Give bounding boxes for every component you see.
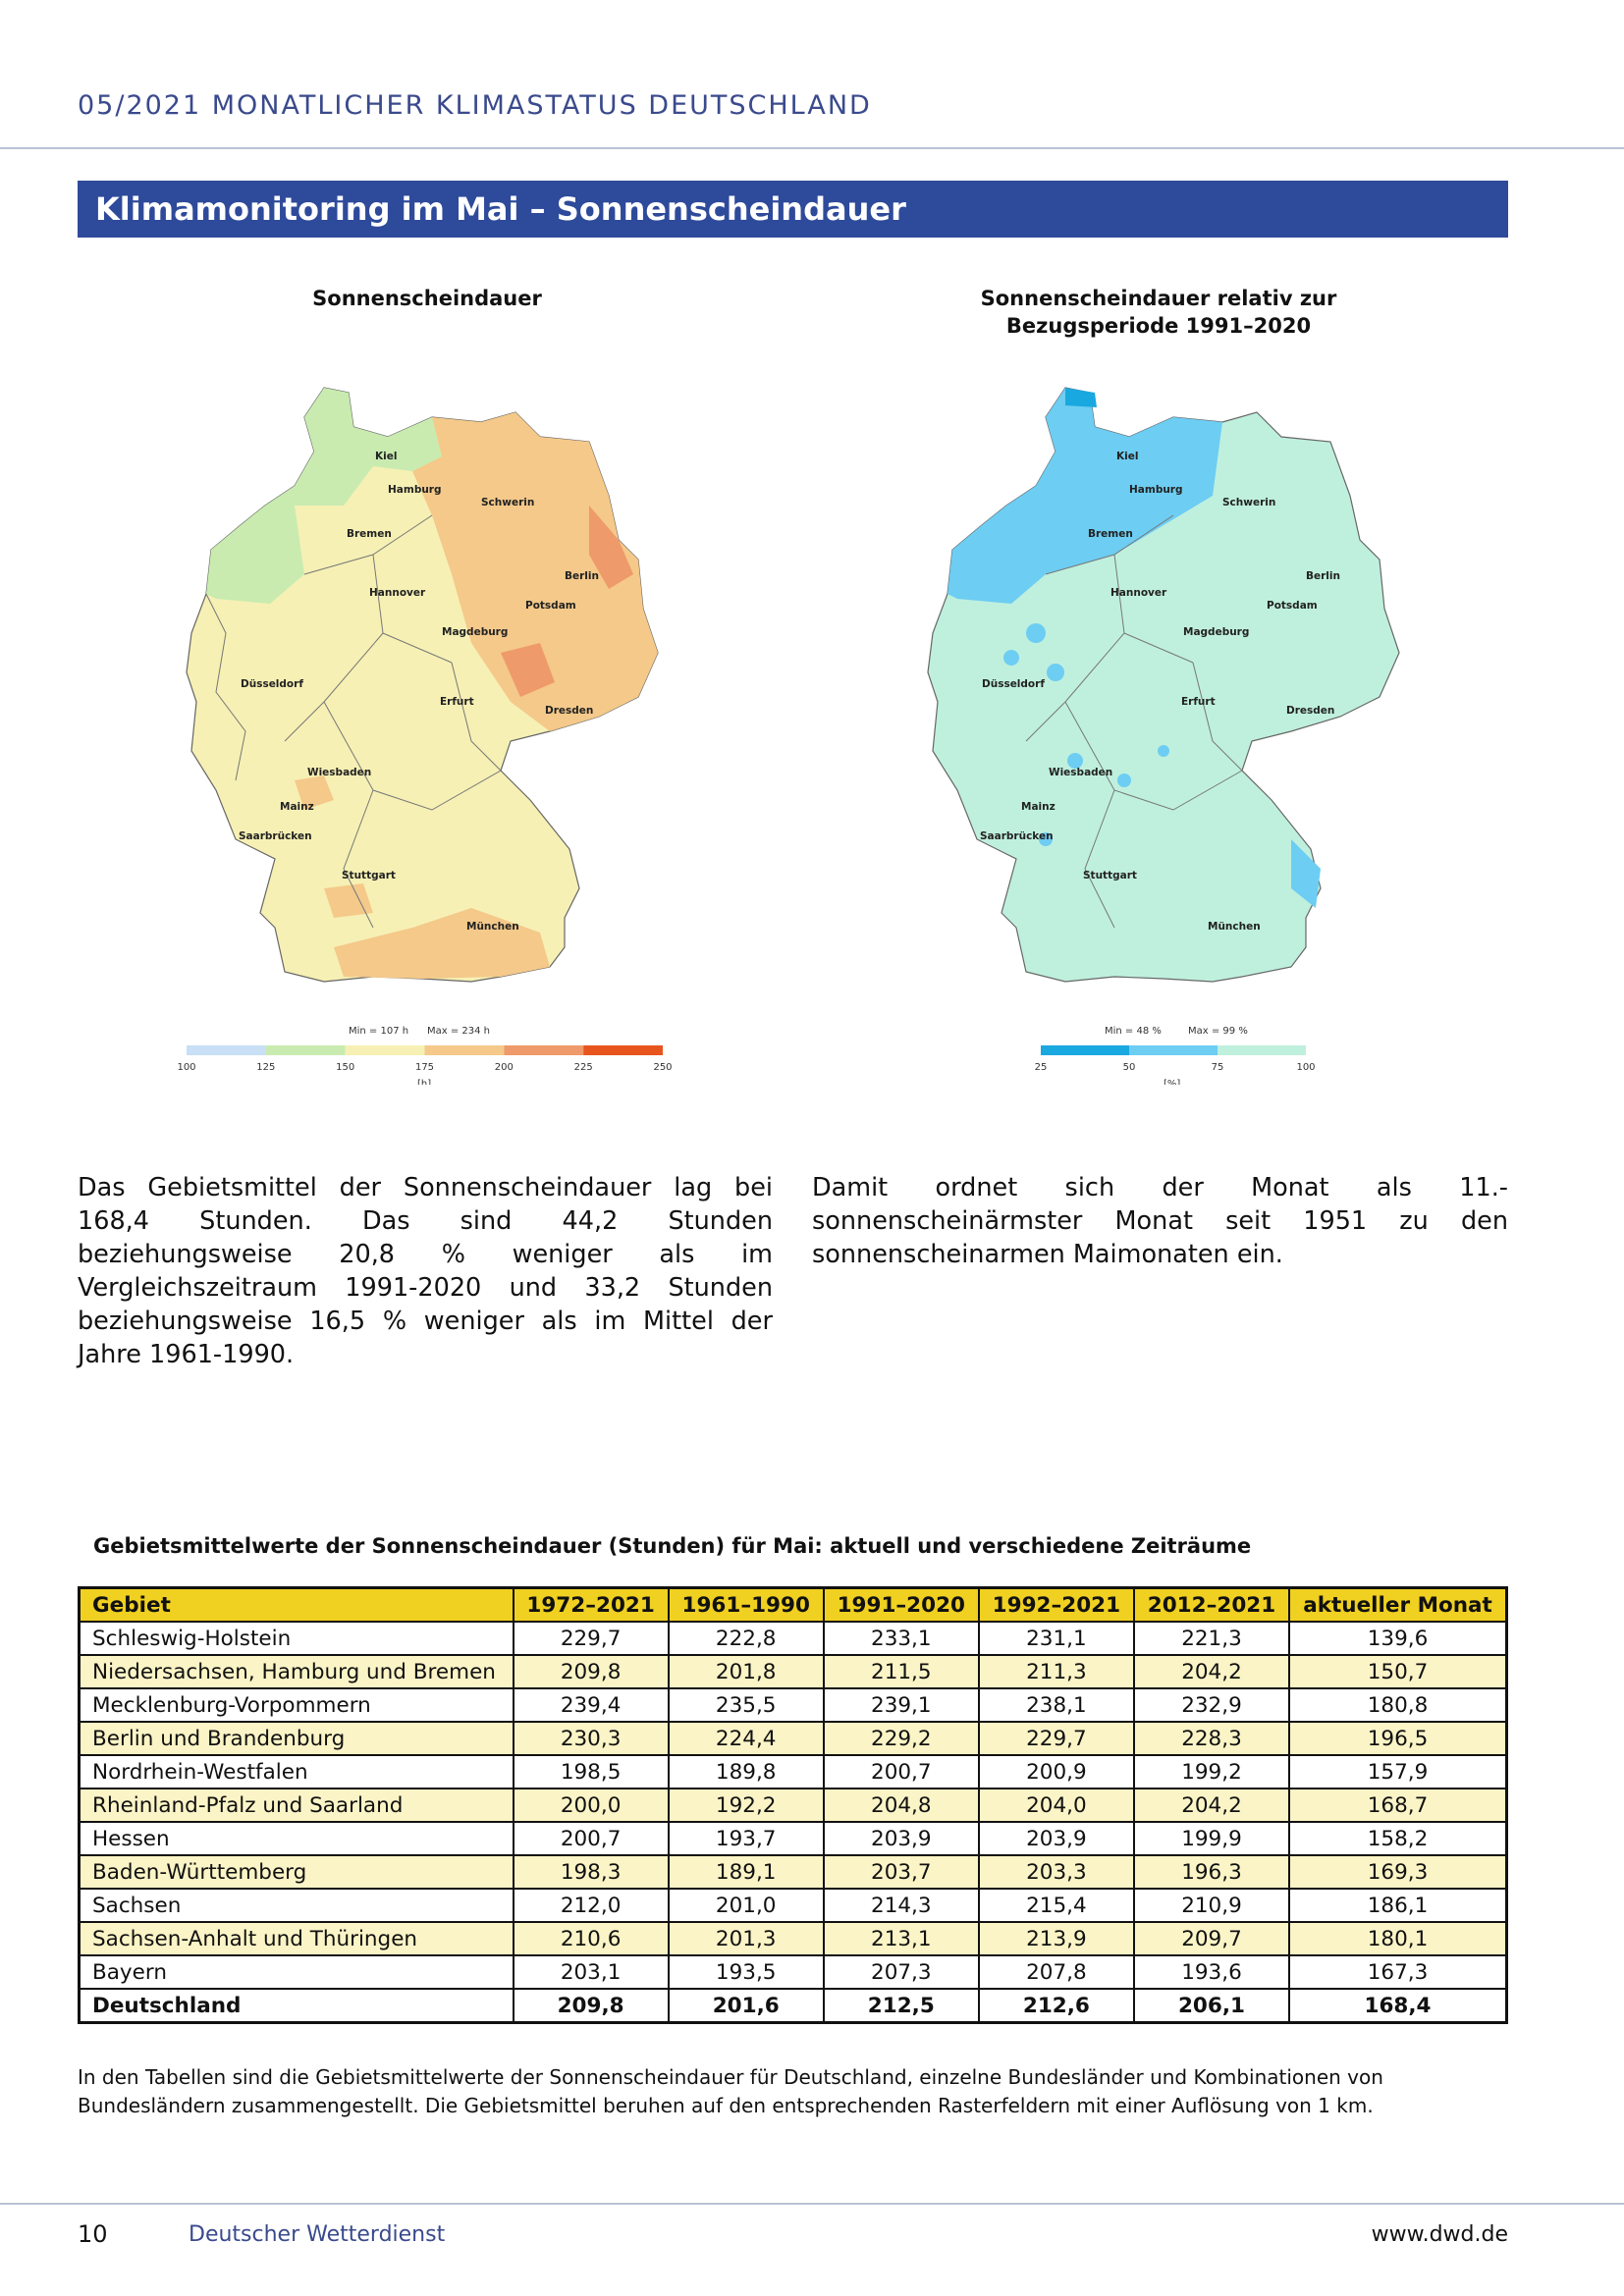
table-row <box>80 1822 1507 1855</box>
legend-tick: 175 <box>414 1062 435 1073</box>
city-label: Erfurt <box>440 696 474 708</box>
sunshine-duration-map <box>177 378 677 1089</box>
table-cell: 200,0 <box>514 1789 669 1822</box>
table-cell: Niedersachsen, Hamburg und Bremen <box>80 1655 514 1688</box>
table-cell: 150,7 <box>1289 1655 1506 1688</box>
table-cell: 167,3 <box>1289 1955 1506 1989</box>
city-label: Düsseldorf <box>982 678 1045 690</box>
table-header-cell: 1991–2020 <box>824 1588 979 1623</box>
table-cell: Deutschland <box>80 1989 514 2023</box>
table-title: Gebietsmittelwerte der Sonnenscheindauer (Stunden) für Mai: aktuell und verschiedene Zeiträume <box>93 1534 1252 1558</box>
table-cell: 200,9 <box>979 1755 1134 1789</box>
legend-swatch <box>1041 1045 1129 1055</box>
table-header-cell: 1972–2021 <box>514 1588 669 1623</box>
table-total-row <box>80 1989 1507 2023</box>
table-cell: Sachsen-Anhalt und Thüringen <box>80 1922 514 1955</box>
table-cell: 168,4 <box>1289 1989 1506 2023</box>
city-label: Bremen <box>1088 528 1133 540</box>
city-label: Hannover <box>369 587 426 599</box>
right-map-title: Sonnenscheindauer relativ zur Bezugsperiode 1991–2020 <box>980 287 1337 338</box>
legend-tick: 225 <box>573 1062 593 1073</box>
table-cell: 139,6 <box>1289 1622 1506 1655</box>
legend-tick: 200 <box>494 1062 514 1073</box>
table-cell: 210,9 <box>1134 1889 1289 1922</box>
table-cell: 193,6 <box>1134 1955 1289 1989</box>
table-cell: 204,0 <box>979 1789 1134 1822</box>
blue-spot <box>1158 745 1169 757</box>
table-cell: 199,9 <box>1134 1822 1289 1855</box>
table-cell: 199,2 <box>1134 1755 1289 1789</box>
table-cell: 180,8 <box>1289 1688 1506 1722</box>
city-label: Magdeburg <box>1183 626 1250 638</box>
table-cell: 169,3 <box>1289 1855 1506 1889</box>
table-cell: 210,6 <box>514 1922 669 1955</box>
table-header-cell: 1992–2021 <box>979 1588 1134 1623</box>
table-cell: 189,8 <box>669 1755 824 1789</box>
table-cell: 209,8 <box>514 1655 669 1688</box>
city-label: Potsdam <box>525 600 576 612</box>
city-label: Mainz <box>280 801 314 813</box>
table-row <box>80 1722 1507 1755</box>
table-cell: 212,5 <box>824 1989 979 2023</box>
city-label: Dresden <box>545 705 594 717</box>
table-cell: 209,8 <box>514 1989 669 2023</box>
table-cell: 211,5 <box>824 1655 979 1688</box>
city-label: Berlin <box>1306 570 1340 582</box>
city-label: Stuttgart <box>1083 870 1137 881</box>
footer-url: www.dwd.de <box>1371 2222 1508 2247</box>
legend-tick: 50 <box>1122 1062 1136 1073</box>
blue-spot <box>1003 650 1019 666</box>
table-cell: 192,2 <box>669 1789 824 1822</box>
city-label: Stuttgart <box>342 870 396 881</box>
city-label: Saarbrücken <box>239 830 312 842</box>
table-cell: 180,1 <box>1289 1922 1506 1955</box>
city-label: Kiel <box>375 451 398 462</box>
table-row <box>80 1789 1507 1822</box>
paragraph-left: Das Gebietsmittel der Sonnenscheindauer lag bei 168,4 Stunden. Das sind 44,2 Stunden beziehungsweise 20,8 % weniger als im Vergleichszeitraum 1991-2020 und 33,2 Stunden beziehungsweise 16,5 % weniger als im Mittel der Jahre 1961-1990. <box>78 1173 773 1369</box>
table-cell: 235,5 <box>669 1688 824 1722</box>
table-cell: 201,6 <box>669 1989 824 2023</box>
dark-blue-spot <box>1065 388 1097 407</box>
max-label: Max = 99 % <box>1188 1026 1248 1037</box>
table-cell: 204,2 <box>1134 1655 1289 1688</box>
city-label: Erfurt <box>1181 696 1216 708</box>
city-label: München <box>1208 921 1261 933</box>
city-label: Hannover <box>1110 587 1167 599</box>
table-cell: 203,3 <box>979 1855 1134 1889</box>
city-label: Mainz <box>1021 801 1056 813</box>
table-cell: 230,3 <box>514 1722 669 1755</box>
table-cell: 207,3 <box>824 1955 979 1989</box>
table-header-cell: aktueller Monat <box>1289 1588 1506 1623</box>
blue-spot <box>1117 774 1131 787</box>
table-cell: 238,1 <box>979 1688 1134 1722</box>
table-cell: 203,1 <box>514 1955 669 1989</box>
table-row <box>80 1688 1507 1722</box>
table-cell: Hessen <box>80 1822 514 1855</box>
table-cell: 198,5 <box>514 1755 669 1789</box>
city-label: Wiesbaden <box>307 767 372 778</box>
legend-tick: 150 <box>336 1062 355 1073</box>
table-cell: 158,2 <box>1289 1822 1506 1855</box>
table-cell: 233,1 <box>824 1622 979 1655</box>
table-cell: 212,6 <box>979 1989 1134 2023</box>
city-label: Hamburg <box>1129 484 1183 496</box>
page-number: 10 <box>78 2220 108 2248</box>
legend-tick: 25 <box>1034 1062 1048 1073</box>
city-label: München <box>466 921 519 933</box>
table-cell: 196,5 <box>1289 1722 1506 1755</box>
legend-tick: 125 <box>256 1062 276 1073</box>
table-cell: 201,0 <box>669 1889 824 1922</box>
table-cell: 201,8 <box>669 1655 824 1688</box>
legend-tick: 100 <box>1296 1062 1316 1073</box>
city-label: Berlin <box>565 570 599 582</box>
legend-unit: [h] <box>417 1079 432 1085</box>
left-map-title: Sonnenscheindauer <box>312 287 542 310</box>
table-cell: 200,7 <box>824 1755 979 1789</box>
table-row <box>80 1622 1507 1655</box>
blue-spot <box>1047 664 1064 681</box>
table-cell: 203,7 <box>824 1855 979 1889</box>
table-row <box>80 1922 1507 1955</box>
table-cell: 215,4 <box>979 1889 1134 1922</box>
table-cell: 239,4 <box>514 1688 669 1722</box>
table-cell: 207,8 <box>979 1955 1134 1989</box>
running-header: 05/2021 MONATLICHER KLIMASTATUS DEUTSCHLAND <box>78 90 872 121</box>
table-cell: 186,1 <box>1289 1889 1506 1922</box>
table-cell: Nordrhein-Westfalen <box>80 1755 514 1789</box>
legend-swatch <box>187 1045 266 1055</box>
table-cell: 206,1 <box>1134 1989 1289 2023</box>
table-cell: 231,1 <box>979 1622 1134 1655</box>
table-cell: 213,9 <box>979 1922 1134 1955</box>
table-cell: Berlin und Brandenburg <box>80 1722 514 1755</box>
table-cell: 189,1 <box>669 1855 824 1889</box>
legend-unit: [%] <box>1164 1079 1181 1085</box>
table-cell: 201,3 <box>669 1922 824 1955</box>
table-cell: 193,7 <box>669 1822 824 1855</box>
city-label: Düsseldorf <box>241 678 303 690</box>
legend-swatch <box>266 1045 346 1055</box>
legend-swatch <box>1218 1045 1306 1055</box>
table-header-cell: 2012–2021 <box>1134 1588 1289 1623</box>
table-cell: 221,3 <box>1134 1622 1289 1655</box>
table-cell: 196,3 <box>1134 1855 1289 1889</box>
table-cell: 211,3 <box>979 1655 1134 1688</box>
legend-tick: 75 <box>1211 1062 1224 1073</box>
table-cell: 168,7 <box>1289 1789 1506 1822</box>
table-cell: 204,8 <box>824 1789 979 1822</box>
max-label: Max = 234 h <box>427 1026 491 1037</box>
table-cell: Rheinland-Pfalz und Saarland <box>80 1789 514 1822</box>
table-cell: Baden-Württemberg <box>80 1855 514 1889</box>
table-cell: 229,2 <box>824 1722 979 1755</box>
blue-spot <box>1026 623 1046 643</box>
table-cell: 222,8 <box>669 1622 824 1655</box>
table-cell: 193,5 <box>669 1955 824 1989</box>
table-cell: 213,1 <box>824 1922 979 1955</box>
city-label: Schwerin <box>481 497 535 508</box>
min-label: Min = 48 % <box>1105 1026 1162 1037</box>
table-cell: 209,7 <box>1134 1922 1289 1955</box>
city-label: Kiel <box>1116 451 1139 462</box>
legend-swatch <box>504 1045 583 1055</box>
table-cell: 204,2 <box>1134 1789 1289 1822</box>
table-cell: Bayern <box>80 1955 514 1989</box>
table-cell: 203,9 <box>979 1822 1134 1855</box>
table-cell: 224,4 <box>669 1722 824 1755</box>
header-divider <box>0 147 1624 149</box>
table-cell: 229,7 <box>514 1622 669 1655</box>
sunshine-table <box>78 1586 1508 2024</box>
table-cell: 228,3 <box>1134 1722 1289 1755</box>
table-cell: 229,7 <box>979 1722 1134 1755</box>
min-label: Min = 107 h <box>349 1026 409 1037</box>
table-cell: Sachsen <box>80 1889 514 1922</box>
city-label: Schwerin <box>1222 497 1276 508</box>
table-header-row <box>80 1588 1507 1623</box>
city-label: Saarbrücken <box>980 830 1054 842</box>
footer-organization: Deutscher Wetterdienst <box>189 2222 446 2247</box>
table-cell: 203,9 <box>824 1822 979 1855</box>
table-cell: 232,9 <box>1134 1688 1289 1722</box>
table-cell: 200,7 <box>514 1822 669 1855</box>
city-label: Hamburg <box>388 484 442 496</box>
table-cell: Schleswig-Holstein <box>80 1622 514 1655</box>
table-header-cell: Gebiet <box>80 1588 514 1623</box>
table-cell: 239,1 <box>824 1688 979 1722</box>
legend-swatch <box>1129 1045 1218 1055</box>
city-label: Dresden <box>1286 705 1335 717</box>
relative-sunshine-map <box>918 378 1419 1089</box>
legend-swatch <box>425 1045 505 1055</box>
footnote: In den Tabellen sind die Gebietsmittelwerte der Sonnenscheindauer für Deutschland, einzelne Bundesländer und Kombinationen von Bundesländern zusammengestellt. Die Gebietsmittel beruhen auf den entsprechenden Rasterfeldern mit einer Auflösung von 1 km. <box>78 2065 1383 2117</box>
legend-swatch <box>583 1045 663 1055</box>
city-label: Potsdam <box>1267 600 1318 612</box>
color-legend <box>1035 1045 1316 1073</box>
color-legend <box>177 1045 672 1073</box>
section-title: Klimamonitoring im Mai – Sonnenscheindauer <box>78 181 1508 238</box>
table-cell: 198,3 <box>514 1855 669 1889</box>
legend-swatch <box>346 1045 425 1055</box>
table-row <box>80 1855 1507 1889</box>
table-row <box>80 1655 1507 1688</box>
footer-divider <box>0 2203 1624 2205</box>
legend-tick: 250 <box>653 1062 673 1073</box>
city-label: Magdeburg <box>442 626 509 638</box>
table-row <box>80 1955 1507 1989</box>
table-cell: 214,3 <box>824 1889 979 1922</box>
table-cell: 212,0 <box>514 1889 669 1922</box>
legend-tick: 100 <box>177 1062 196 1073</box>
city-label: Bremen <box>347 528 392 540</box>
table-row <box>80 1889 1507 1922</box>
table-row <box>80 1755 1507 1789</box>
table-header-cell: 1961–1990 <box>669 1588 824 1623</box>
paragraph-right: Damit ordnet sich der Monat als 11.-sonnenscheinärmster Monat seit 1951 zu den sonnenscheinarmen Maimonaten ein. <box>812 1173 1508 1269</box>
city-label: Wiesbaden <box>1049 767 1113 778</box>
table-cell: Mecklenburg-Vorpommern <box>80 1688 514 1722</box>
table-cell: 157,9 <box>1289 1755 1506 1789</box>
